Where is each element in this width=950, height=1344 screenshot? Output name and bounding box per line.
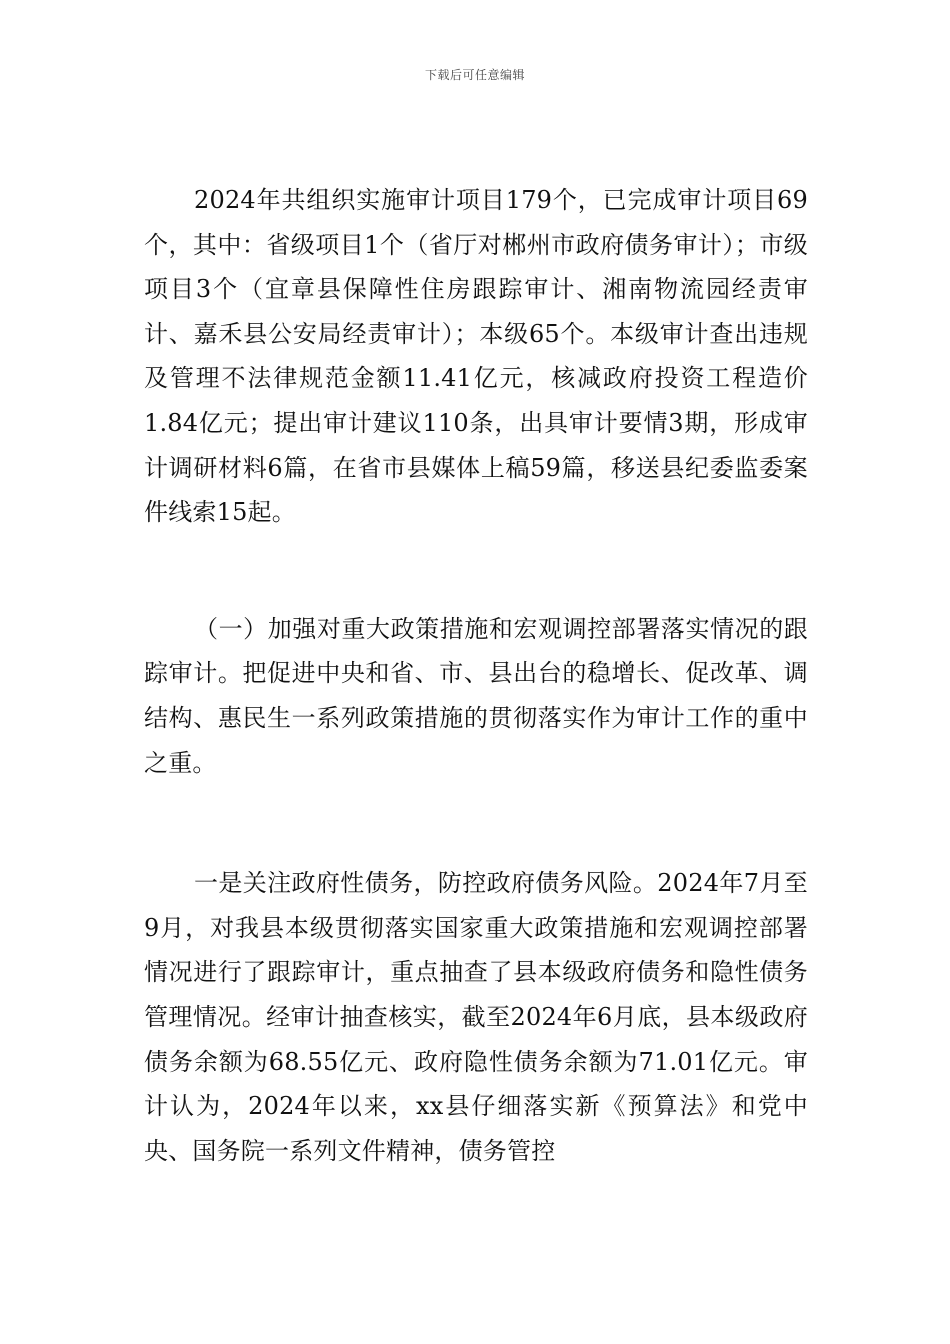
paragraph-government-debt: 一是关注政府性债务，防控政府债务风险。2024年7月至9月，对我县本级贯彻落实国家重大政策措施和宏观调控部署情况进行了跟踪审计，重点抽查了县本级政府债务和隐性债务管理情况。经审计抽查核实，截至2024年6月底，县本级政府债务余额为68.55亿元、政府隐性债务余额为71.01亿元。审计认为，2024年以来，xx县仔细落实新《预算法》和党中央、国务院一系列文件精神，债务管控: [144, 869, 808, 1165]
paragraph-audit-summary: 2024年共组织实施审计项目179个，已完成审计项目69个，其中：省级项目1个（省厅对郴州市政府债务审计）；市级项目3个（宜章县保障性住房跟踪审计、湘南物流园经责审计、嘉禾县公安局经责审计）；本级65个。本级审计查出违规及管理不法律规范金额11.41亿元，核减政府投资工程造价1.84亿元；提出审计建议110条，出具审计要情3期，形成审计调研材料6篇，在省市县媒体上稿59篇，移送县纪委监委案件线索15起。: [144, 186, 808, 527]
document-body: [144, 178, 808, 1173]
header-note: 下载后可任意编辑: [424, 68, 525, 82]
paragraph-policy-tracking: （一）加强对重大政策措施和宏观调控部署落实情况的跟踪审计。把促进中央和省、市、县出台的稳增长、促改革、调结构、惠民生一系列政策措施的贯彻落实作为审计工作的重中之重。: [144, 614, 808, 777]
